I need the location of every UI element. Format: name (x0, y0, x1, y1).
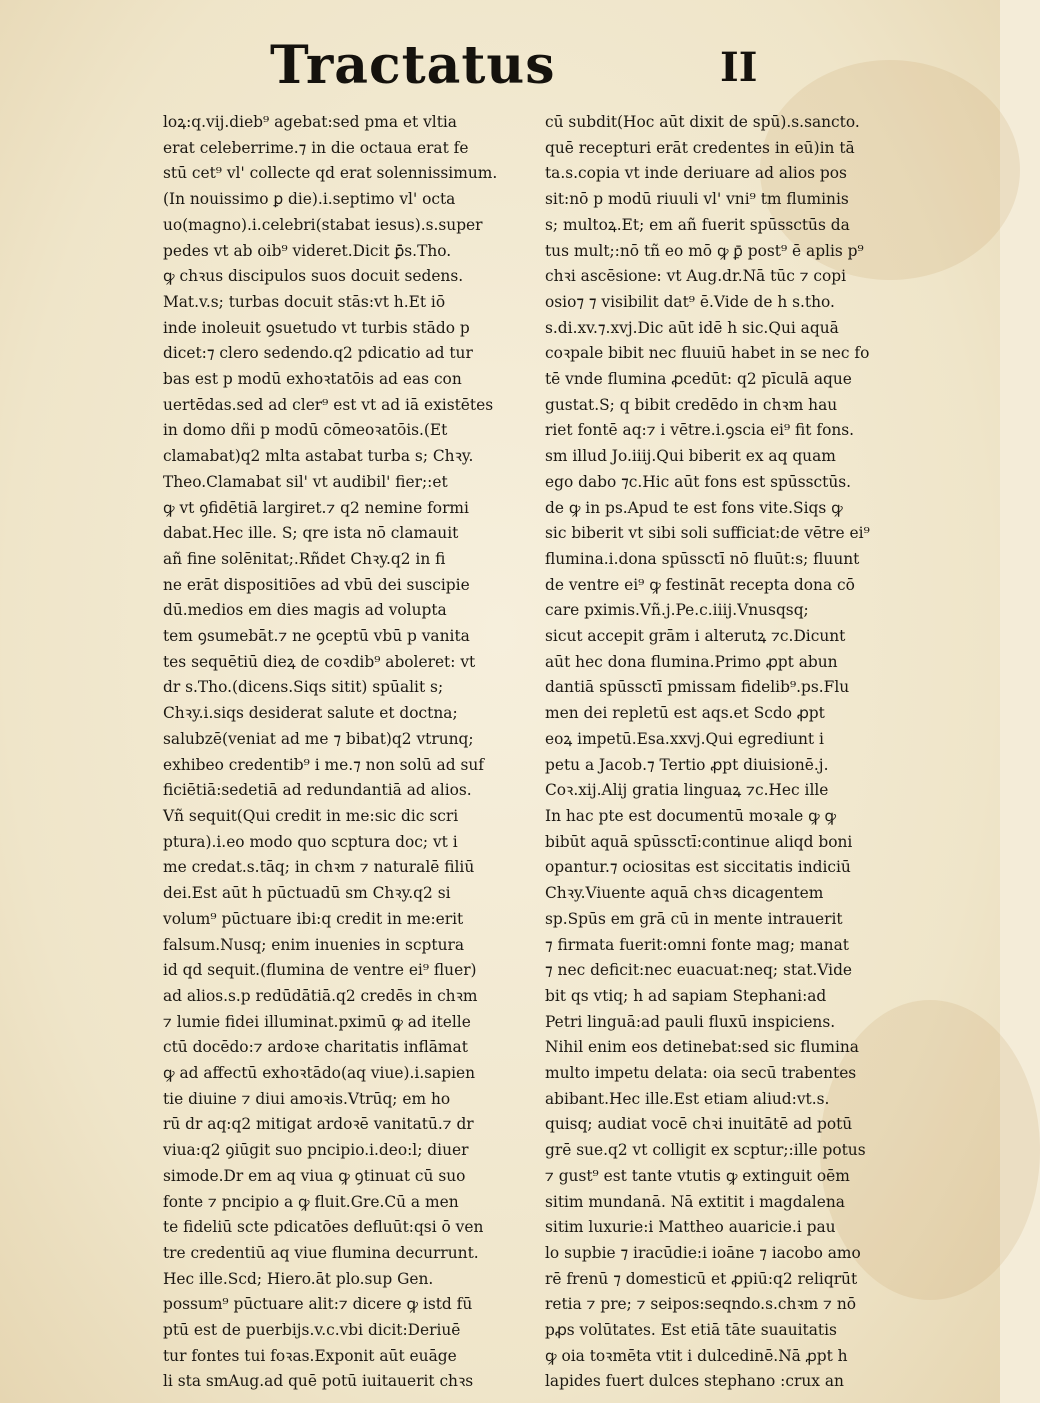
text-line: uertēdas.sed ad cler⁹ est vt ad iā existētes (163, 395, 494, 414)
text-line: ꝙ vt ꝯfidētiā largiret.⁊ q2 nemine formi (163, 498, 469, 517)
text-line: bit qs vtiq; h ad sapiam Stephani:ad (545, 986, 827, 1005)
text-line: tie diuine ⁊ diui amoꝛis.Vtrūq; em ho (163, 1089, 451, 1108)
text-line: ⁊ firmata fuerit:omni fonte mag; manat (545, 935, 849, 954)
treatise-number: II (720, 44, 758, 91)
text-line: abibant.Hec ille.Est etiam aliud:vt.s. (545, 1089, 830, 1108)
text-line: me credat.s.tāq; in chꝛm ⁊ naturalē filiū (163, 858, 475, 877)
text-line: grē sue.q2 vt colligit ex scptur;:ille potus (545, 1141, 866, 1160)
text-line: sit:nō p modū riuuli vl' vni⁹ tm fluminis (545, 190, 849, 209)
text-line: tes sequētiū dieꝝ de coꝛdib⁹ aboleret: vt (163, 652, 476, 671)
text-line: dicet:⁊ clero sedendo.q2 pdicatio ad tur (163, 344, 473, 363)
text-line: lo supbie ⁊ iracūdie:i ioāne ⁊ iacobo amo (545, 1243, 861, 1262)
text-line: ꝙ oia toꝛmēta vtit i dulcedinē.Nā ꝓpt h (545, 1346, 848, 1365)
text-line: tē vnde flumina ꝓcedūt: q2 pīculā aque (545, 370, 852, 389)
text-line: sicut accepit grām i alterutꝝ ⁊c.Dicunt (545, 627, 846, 646)
text-line: (In nouissimo ꝑ die).i.septimo vl' octa (163, 190, 456, 209)
text-line: ta.s.copia vt inde deriuare ad alios pos (545, 164, 847, 183)
text-line: stū cet⁹ vl' collecte qd erat solennissimum. (163, 164, 498, 183)
text-line: rē frenū ⁊ domesticū et ꝓpiū:q2 reliqrūt (545, 1269, 858, 1288)
text-line: gustat.S; q bibit credēdo in chꝛm hau (545, 395, 838, 414)
text-line: Nihil enim eos detinebat:sed sic flumina (545, 1038, 859, 1057)
text-line: chꝛi ascēsione: vt Aug.dr.Nā tūc ⁊ copi (545, 267, 847, 286)
text-line: petu a Jacob.⁊ Tertio ꝓpt diuisionē.j. (545, 755, 829, 774)
text-line: Petri linguā:ad pauli fluxū inspiciens. (545, 1012, 836, 1031)
text-line: uo(magno).i.celebri(stabat iesus).s.super (163, 215, 483, 234)
text-line: Vñ sequit(Qui credit in me:sic dic scri (163, 806, 459, 825)
text-line: aūt hec dona flumina.Primo ꝓpt abun (545, 652, 838, 671)
text-line: fonte ⁊ pncipio a ꝙ fluit.Gre.Cū a men (163, 1192, 459, 1211)
page-title: Tractatus (270, 35, 556, 96)
text-line: Hec ille.Scd; Hiero.āt plo.sup Gen. (163, 1269, 434, 1288)
text-line: men dei repletū est aqs.et Scdo ꝓpt (545, 704, 825, 723)
text-line: erat celeberrime.⁊ in die octaua erat fe (163, 138, 469, 157)
text-line: Theo.Clamabat sil' vt audibil' fier;:et (163, 472, 448, 491)
right-column (545, 110, 935, 1391)
text-line: eoꝝ impetū.Esa.xxvj.Qui egrediunt i (545, 729, 824, 748)
left-column (163, 110, 553, 1391)
text-line: ⁊ lumie fidei illuminat.pximū ꝙ ad itelle (163, 1012, 471, 1031)
text-line: ego dabo ⁊c.Hic aūt fons est spūssctūs. (545, 472, 852, 491)
text-line: dr s.Tho.(dicens.Siqs sitit) spūalit s; (163, 678, 444, 697)
text-line: sm illud Jo.iiij.Qui biberit ex aq quam (545, 447, 836, 466)
text-line: dabat.Hec ille. S; qre ista nō clamauit (163, 524, 459, 543)
text-line: inde inoleuit ꝯsuetudo vt turbis stādo p (163, 318, 470, 337)
text-line: flumina.i.dona spūssctī nō fluūt:s; fluunt (545, 549, 860, 568)
text-line: Mat.v.s; turbas docuit stās:vt h.Et iō (163, 292, 446, 311)
text-line: multo impetu delata: oia secū trabentes (545, 1064, 857, 1083)
text-line: id qd sequit.(flumina de ventre ei⁹ fluer) (163, 961, 477, 980)
text-line: te fideliū scte pdicatōes defluūt:qsi ō ven (163, 1218, 484, 1237)
text-line: sic biberit vt sibi soli sufficiat:de vētre ei⁹ (545, 524, 870, 543)
text-line: dantiā spūssctī pmissam fidelib⁹.ps.Flu (545, 678, 850, 697)
text-line: ⁊ gust⁹ est tante vtutis ꝙ extinguit oēm (545, 1166, 850, 1185)
text-line: osio⁊ ⁊ visibilit dat⁹ ē.Vide de h s.tho. (545, 292, 835, 311)
text-line: rū dr aq:q2 mitigat ardoꝛē vanitatū.⁊ dr (163, 1115, 474, 1134)
text-line: care pximis.Vñ.j.Pe.c.iiij.Vnusqsq; (545, 601, 809, 620)
text-line: li sta smAug.ad quē potū iuitauerit chꝛs (163, 1372, 474, 1391)
text-line: bibūt aquā spūssctī:continue aliqd boni (545, 832, 853, 851)
text-line: quē recepturi erāt credentes in eū)in tā (545, 138, 855, 157)
text-line: ad alios.s.p redūdātiā.q2 credēs in chꝛm (163, 986, 478, 1005)
text-line: Chꝛy.Viuente aquā chꝛs dicagentem (545, 884, 824, 903)
text-line: exhibeo credentib⁹ i me.⁊ non solū ad suf (163, 755, 484, 774)
text-line: falsum.Nusq; enim inuenies in scptura (163, 935, 465, 954)
text-line: retia ⁊ pre; ⁊ seipos:seqndo.s.chꝛm ⁊ nō (545, 1295, 857, 1314)
text-line: pꝓs volūtates. Est etiā tāte suauitatis (545, 1321, 837, 1340)
text-line: ne erāt dispositiōes ad vbū dei suscipie (163, 575, 470, 594)
text-line: ctū docēdo:⁊ ardoꝛe charitatis inflāmat (163, 1038, 468, 1057)
text-line: dū.medios em dies magis ad volupta (163, 601, 447, 620)
text-line: añ fine solēnitat;.Rñdet Chꝛy.q2 in fi (163, 549, 446, 568)
text-line: In hac pte est documentū moꝛale ꝙ ꝙ (545, 806, 837, 825)
text-line: s.di.xv.⁊.xvj.Dic aūt idē h sic.Qui aquā (545, 318, 839, 337)
text-line: tre credentiū aq viue flumina decurrunt. (163, 1243, 479, 1262)
text-line: in domo dñi p modū cōmeoꝛatōis.(Et (163, 421, 448, 440)
text-line: riet fontē aq:⁊ i vētre.i.ꝯscia ei⁹ fit fons. (545, 421, 855, 440)
text-line: salubzē(veniat ad me ⁊ bibat)q2 vtrunq; (163, 729, 474, 748)
text-line: ꝙ ad affectū exhoꝛtādo(aq viue).i.sapien (163, 1064, 476, 1083)
text-line: viua:q2 ꝯiūgit suo pncipio.i.deo:l; diuer (163, 1141, 469, 1160)
text-line: simode.Dr em aq viua ꝙ ꝯtinuat cū suo (163, 1166, 466, 1185)
text-line: dei.Est aūt h pūctuadū sm Chꝛy.q2 si (163, 884, 451, 903)
text-line: sp.Spūs em grā cū in mente intrauerit (545, 909, 843, 928)
text-line: tur fontes tui foꝛas.Exponit aūt euāge (163, 1346, 457, 1365)
text-line: Coꝛ.xij.Alij gratia linguaꝝ ⁊c.Hec ille (545, 781, 829, 800)
text-line: loꝝ:q.vij.dieb⁹ agebat:sed pma et vltia (163, 113, 457, 131)
text-line: quisq; audiat vocē chꝛi inuitātē ad potū (545, 1115, 853, 1134)
text-line: de ꝙ in ps.Apud te est fons vite.Siqs ꝙ (545, 498, 843, 517)
text-line: clamabat)q2 mlta astabat turba s; Chꝛy. (163, 447, 474, 466)
text-line: tem ꝯsumebāt.⁊ ne ꝯceptū vbū p vanita (163, 627, 470, 646)
text-line: possum⁹ pūctuare alit:⁊ dicere ꝙ istd fū (163, 1295, 473, 1314)
text-line: sitim mundanā. Nā extitit i magdalena (545, 1192, 845, 1211)
text-line: ꝙ chꝛus discipulos suos docuit sedens. (163, 267, 464, 286)
text-line: ptura).i.eo modo quo scptura doc; vt i (163, 832, 458, 851)
text-line: ficiētiā:sedetiā ad redundantiā ad alios. (163, 781, 472, 800)
text-line: volum⁹ pūctuare ibi:q credit in me:erit (163, 909, 464, 928)
text-line: cū subdit(Hoc aūt dixit de spū).s.sancto. (545, 113, 860, 131)
text-line: tus mult;:nō tñ eo mō ꝙ ꝑ̄ post⁹ ē aplis p⁹ (545, 241, 864, 260)
text-line: de ventre ei⁹ ꝙ festināt recepta dona cō (545, 575, 855, 594)
text-line: opantur.⁊ ociositas est siccitatis indiciū (545, 858, 851, 877)
text-line: ptū est de puerbijs.v.c.vbi dicit:Deriuē (163, 1321, 461, 1340)
text-line: sitim luxurie:i Mattheo auaricie.i pau (545, 1218, 836, 1237)
text-line: ⁊ nec deficit:nec euacuat:neq; stat.Vide (545, 961, 853, 980)
text-line: lapides fuert dulces stephano :crux an (545, 1372, 844, 1391)
text-line: pedes vt ab oib⁹ videret.Dicit ꝑ̄s.Tho. (163, 241, 452, 260)
text-line: Chꝛy.i.siqs desiderat salute et doctna; (163, 704, 458, 723)
running-header (0, 30, 1000, 100)
text-line: coꝛpale bibit nec fluuiū habet in se nec fo (545, 344, 870, 363)
text-line: s; multoꝝ.Et; em añ fuerit spūssctūs da (545, 215, 850, 234)
text-line: bas est p modū exhoꝛtatōis ad eas con (163, 370, 462, 389)
